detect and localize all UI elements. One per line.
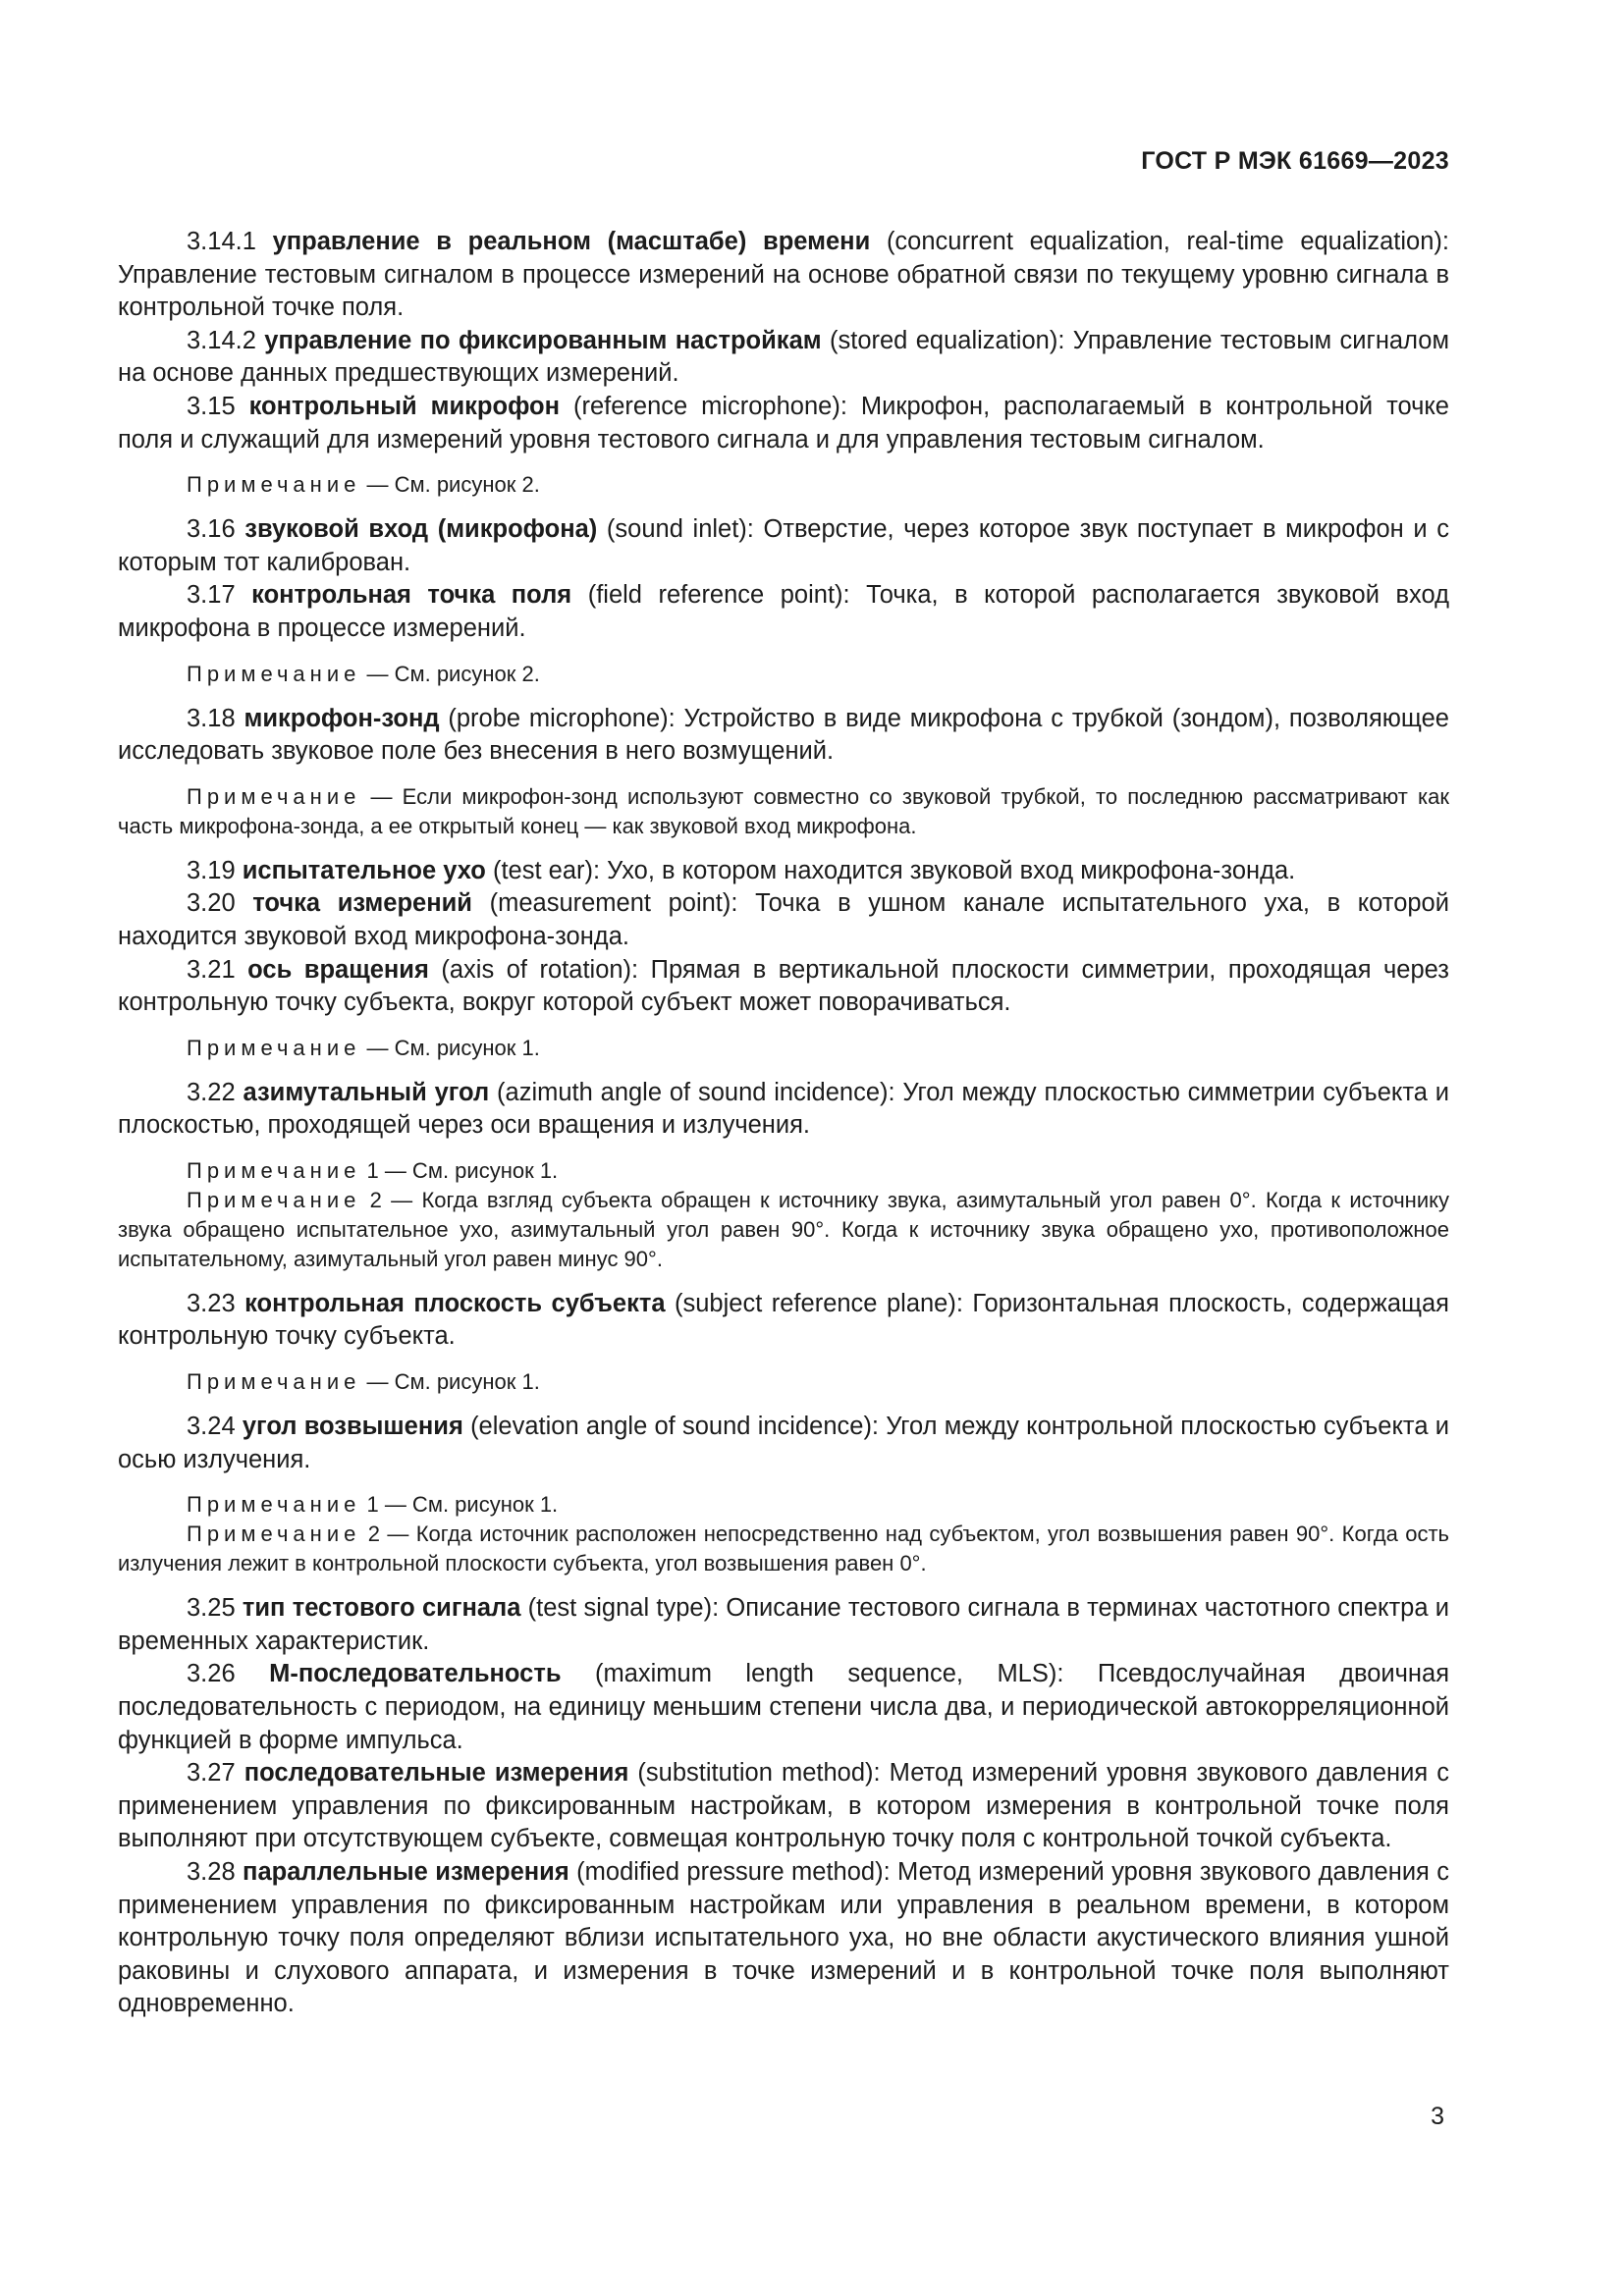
term-title: контрольная плоскость субъекта bbox=[244, 1289, 666, 1317]
term-3-21 bbox=[118, 954, 1449, 1020]
note-text: 2 — Когда источник расположен непосредственно над субъектом, угол возвышения равен 90°. Когда ость излучения лежит в контрольной плоскости субъекта, угол возвышения равен 0°. bbox=[118, 1522, 1449, 1576]
term-title: последовательные измерения bbox=[244, 1759, 629, 1788]
term-number: 3.14.2 bbox=[187, 326, 256, 354]
term-number: 3.20 bbox=[187, 889, 236, 918]
term-3-24 bbox=[118, 1411, 1449, 1476]
term-number: 3.26 bbox=[187, 1660, 236, 1688]
term-title: микрофон-зонд bbox=[244, 704, 440, 732]
term-number: 3.22 bbox=[187, 1078, 236, 1106]
note-3-15 bbox=[118, 470, 1449, 500]
term-title: управление по фиксированным настройкам bbox=[264, 326, 822, 354]
term-3-18 bbox=[118, 703, 1449, 769]
term-number: 3.18 bbox=[187, 704, 236, 732]
document-header: ГОСТ Р МЭК 61669—2023 bbox=[1141, 147, 1449, 175]
note-3-22-1 bbox=[118, 1156, 1449, 1186]
note-text: 1 — См. рисунок 1. bbox=[366, 1157, 559, 1183]
term-3-14-2 bbox=[118, 325, 1449, 391]
term-definition: (sound inlet): Отверстие, через которое звук поступает в микрофон и с которым тот калиброван. bbox=[118, 515, 1449, 576]
term-number: 3.24 bbox=[187, 1413, 236, 1441]
term-3-17 bbox=[118, 579, 1449, 645]
note-label: Примечание bbox=[187, 1157, 361, 1183]
term-title: контрольный микрофон bbox=[248, 392, 561, 420]
term-number: 3.21 bbox=[187, 955, 236, 984]
note-text: 1 — См. рисунок 1. bbox=[366, 1492, 559, 1518]
note-text: — См. рисунок 2. bbox=[366, 472, 540, 498]
term-definition: (reference microphone): Микрофон, располагаемый в контрольной точке поля и служащий для измерений уровня тестового сигнала и для управления тестовым сигналом. bbox=[118, 392, 1449, 454]
term-title: звуковой вход (микрофона) bbox=[244, 515, 598, 544]
term-title: точка измерений bbox=[252, 889, 472, 918]
term-3-28 bbox=[118, 1856, 1449, 2021]
document-body bbox=[118, 226, 1449, 2021]
term-3-26 bbox=[118, 1658, 1449, 1757]
term-definition: (elevation angle of sound incidence): Угол между контрольной плоскостью субъекта и осью излучения. bbox=[118, 1413, 1449, 1473]
term-definition: (probe microphone): Устройство в виде микрофона с трубкой (зондом), позволяющее исследовать звуковое поле без внесения в него возмущений. bbox=[118, 704, 1449, 766]
term-definition: (concurrent equalization, real-time equalization): Управление тестовым сигналом в процессе измерений на основе обратной связи по текущему уровню сигнала в контрольной точке поля. bbox=[118, 228, 1449, 322]
term-definition: (measurement point): Точка в ушном канале испытательного уха, в которой находится звуковой вход микрофона-зонда. bbox=[118, 889, 1449, 950]
note-label: Примечание bbox=[187, 1369, 361, 1395]
term-definition: (axis of rotation): Прямая в вертикальной плоскости симметрии, проходящая через контрольную точку субъекта, вокруг которой субъект может поворачиваться. bbox=[118, 955, 1449, 1017]
note-3-21 bbox=[118, 1034, 1449, 1063]
term-definition: (azimuth angle of sound incidence): Угол между плоскостью симметрии субъекта и плоскостью, проходящей через оси вращения и излучения. bbox=[118, 1078, 1449, 1140]
term-definition: (field reference point): Точка, в которой располагается звуковой вход микрофона в процессе измерений. bbox=[118, 581, 1449, 642]
term-definition: (subject reference plane): Горизонтальная плоскость, содержащая контрольную точку субъекта. bbox=[118, 1289, 1449, 1351]
term-3-20 bbox=[118, 887, 1449, 953]
note-label: Примечание bbox=[187, 661, 361, 686]
note-text: 2 — Когда взгляд субъекта обращен к источнику звука, азимутальный угол равен 0°. Когда к источнику звука обращено испытательное ухо, азимутальный угол равен 90°. Когда к источнику звука обращено ухо, противоположное испытательному, азимутальный угол равен минус 90°. bbox=[118, 1187, 1449, 1271]
term-number: 3.14.1 bbox=[187, 228, 256, 255]
term-3-22 bbox=[118, 1077, 1449, 1143]
term-title: М-последовательность bbox=[269, 1660, 562, 1688]
note-label: Примечание bbox=[187, 1035, 361, 1060]
note-label: Примечание bbox=[187, 1187, 361, 1212]
note-text: — Если микрофон-зонд используют совместно со звуковой трубкой, то последнюю рассматривают как часть микрофона-зонда, а ее открытый конец — как звуковой вход микрофона. bbox=[118, 783, 1449, 838]
term-definition: (stored equalization): Управление тестовым сигналом на основе данных предшествующих измерений. bbox=[118, 326, 1449, 388]
term-title: управление в реальном (масштабе) времени bbox=[272, 228, 871, 255]
term-number: 3.27 bbox=[187, 1759, 236, 1788]
term-definition: (substitution method): Метод измерений уровня звукового давления с применением управления по фиксированным настройкам, в котором измерения в контрольной точке поля выполняют при отсутствующем субъекте, совмещая контрольную точку поля с контрольной точкой субъекта. bbox=[118, 1759, 1449, 1853]
note-3-17 bbox=[118, 660, 1449, 689]
note-3-24-2 bbox=[118, 1520, 1449, 1578]
term-3-23 bbox=[118, 1288, 1449, 1354]
note-text: — См. рисунок 1. bbox=[366, 1035, 540, 1060]
term-3-14-1 bbox=[118, 226, 1449, 325]
term-3-15 bbox=[118, 391, 1449, 456]
note-3-23 bbox=[118, 1367, 1449, 1397]
note-label: Примечание bbox=[187, 783, 361, 809]
term-title: контрольная точка поля bbox=[251, 581, 572, 610]
note-3-22-2 bbox=[118, 1186, 1449, 1274]
page-number: 3 bbox=[1431, 2103, 1444, 2130]
note-text: — См. рисунок 1. bbox=[366, 1369, 540, 1395]
term-title: угол возвышения bbox=[242, 1413, 463, 1441]
term-number: 3.23 bbox=[187, 1289, 236, 1317]
term-number: 3.28 bbox=[187, 1858, 236, 1886]
term-3-16 bbox=[118, 513, 1449, 579]
term-number: 3.25 bbox=[187, 1594, 236, 1623]
term-title: азимутальный угол bbox=[243, 1078, 490, 1106]
term-definition: (modified pressure method): Метод измерений уровня звукового давления с применением управления по фиксированным настройкам или управления в реальном времени, в котором контрольную точку поля определяют вблизи испытательного уха, но вне области акустического влияния ушной раковины и слухового аппарата, и измерения в точке измерений и в контрольной точке поля выполняют одновременно. bbox=[118, 1858, 1450, 2018]
term-3-25 bbox=[118, 1592, 1449, 1658]
note-3-18 bbox=[118, 782, 1449, 841]
term-title: ось вращения bbox=[247, 955, 429, 984]
note-text: — См. рисунок 2. bbox=[366, 661, 540, 686]
note-label: Примечание bbox=[187, 1492, 361, 1518]
term-definition: (test signal type): Описание тестового сигнала в терминах частотного спектра и временных характеристик. bbox=[118, 1594, 1449, 1655]
term-number: 3.19 bbox=[187, 856, 236, 884]
term-definition: (maximum length sequence, MLS): Псевдослучайная двоичная последовательность с периодом, на единицу меньшим степени числа два, и периодической автокорреляционной функцией в форме импульса. bbox=[118, 1660, 1450, 1754]
term-number: 3.17 bbox=[187, 581, 236, 610]
note-label: Примечание bbox=[187, 1522, 361, 1547]
term-3-19 bbox=[118, 855, 1449, 888]
note-3-24-1 bbox=[118, 1490, 1449, 1520]
term-number: 3.16 bbox=[187, 515, 236, 544]
term-number: 3.15 bbox=[187, 392, 236, 420]
term-definition: (test ear): Ухо, в котором находится звуковой вход микрофона-зонда. bbox=[492, 856, 1296, 884]
term-3-27 bbox=[118, 1757, 1449, 1856]
term-title: тип тестового сигнала bbox=[242, 1594, 521, 1623]
term-title: параллельные измерения bbox=[243, 1858, 569, 1886]
note-label: Примечание bbox=[187, 472, 361, 498]
term-title: испытательное ухо bbox=[242, 856, 486, 884]
